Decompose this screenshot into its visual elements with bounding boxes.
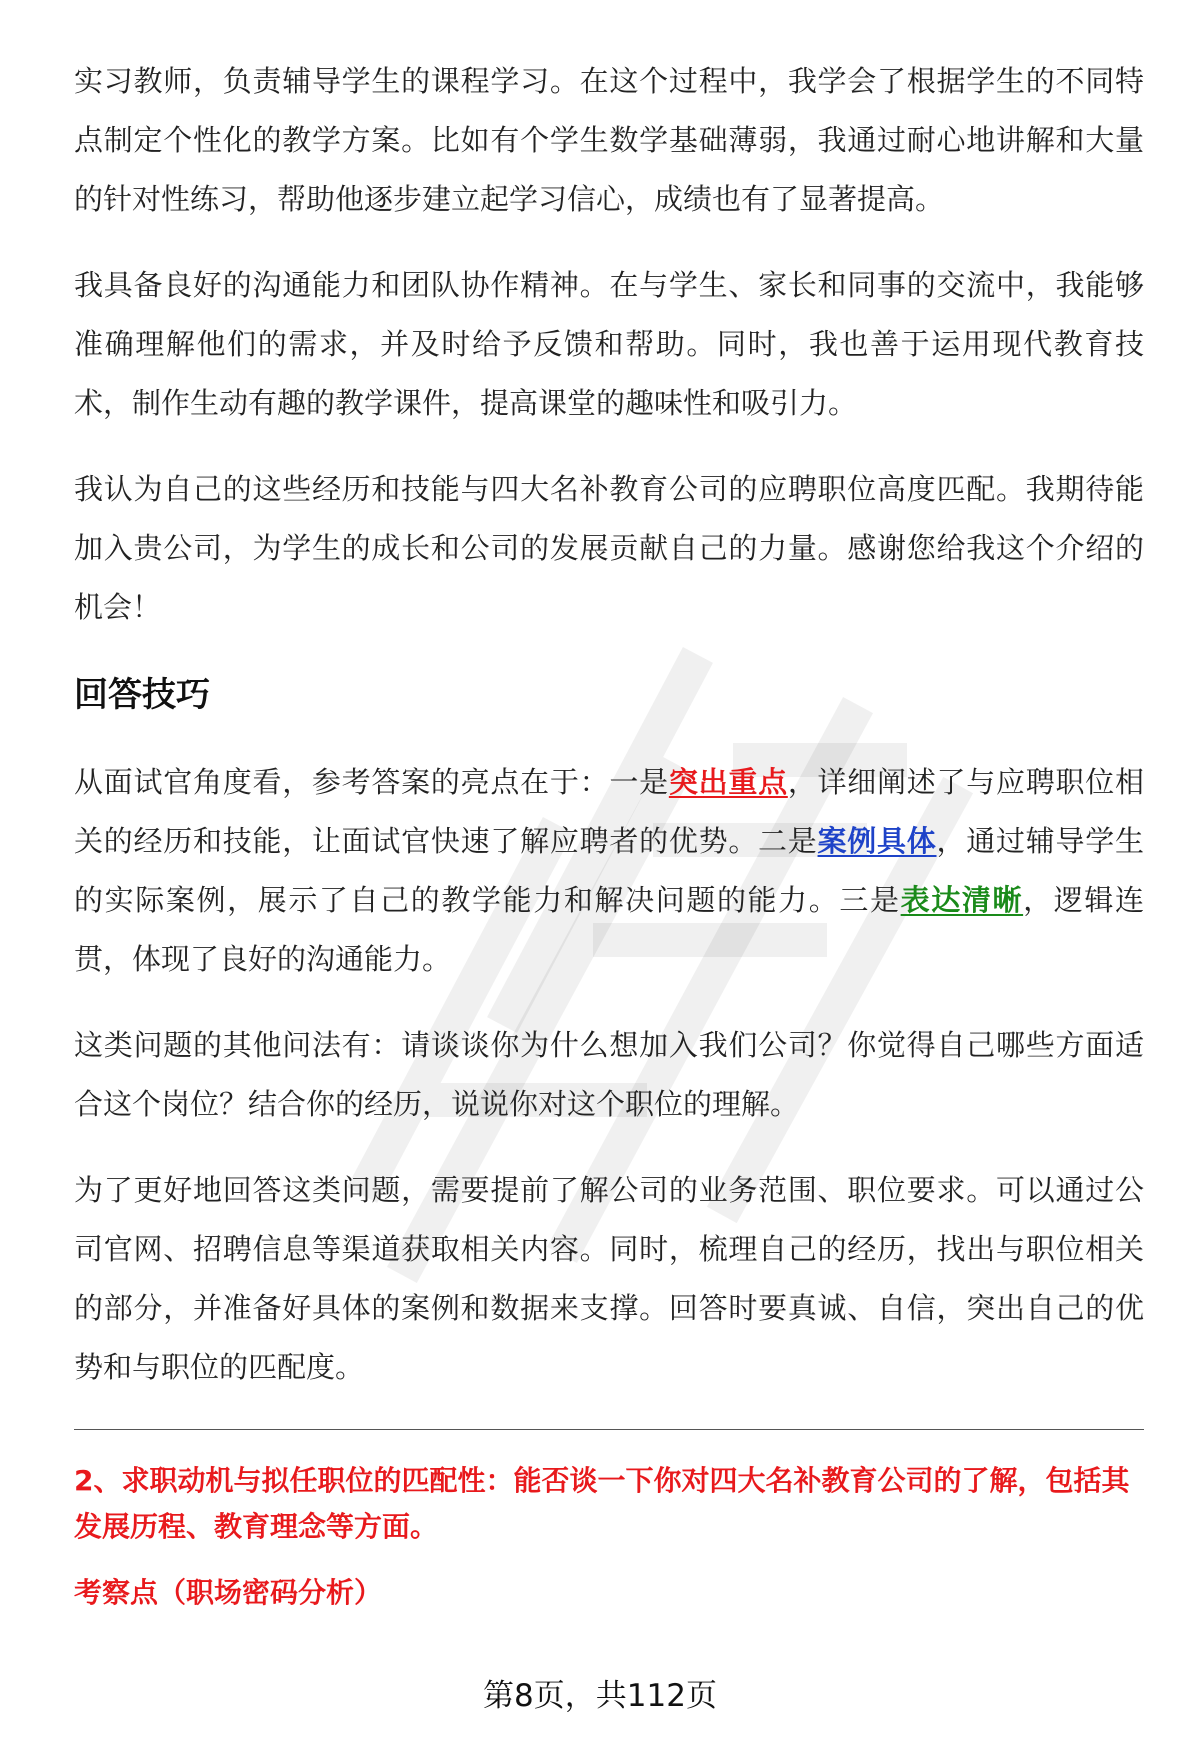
section-heading-tips: 回答技巧 xyxy=(74,675,210,715)
highlight-clear-expression: 表达清晰 xyxy=(900,883,1024,917)
section-divider xyxy=(74,1429,1144,1430)
text-run: ，详细阐述了与应聘职位相关的经历和技能，让面试官快速了解应聘者的优势。二是 xyxy=(74,765,1144,858)
page-number-footer: 第8页，共112页 xyxy=(483,1678,717,1714)
paragraph: 这类问题的其他问法有：请谈谈你为什么想加入我们公司？你觉得自己哪些方面适合这个岗位？结合你的经历，说说你对这个职位的理解。 xyxy=(74,1028,1144,1121)
paragraph: 我具备良好的沟通能力和团队协作精神。在与学生、家长和同事的交流中，我能够准确理解他们的需求，并及时给予反馈和帮助。同时，我也善于运用现代教育技术，制作生动有趣的教学课件，提高课堂的趣味性和吸引力。 xyxy=(74,268,1144,420)
text-run: 从面试官角度看，参考答案的亮点在于：一是 xyxy=(74,765,669,799)
assessment-point-heading: 考察点（职场密码分析） xyxy=(74,1576,383,1609)
question-title: 2、求职动机与拟任职位的匹配性：能否谈一下你对四大名补教育公司的了解，包括其发展历程、教育理念等方面。 xyxy=(74,1464,1130,1543)
text-run: ，逻辑连贯，体现了良好的沟通能力。 xyxy=(74,883,1144,976)
text-run: ，通过辅导学生的实际案例，展示了自己的教学能力和解决问题的能力。三是 xyxy=(74,824,1144,917)
paragraph: 实习教师，负责辅导学生的课程学习。在这个过程中，我学会了根据学生的不同特点制定个性化的教学方案。比如有个学生数学基础薄弱，我通过耐心地讲解和大量的针对性练习，帮助他逐步建立起学习信心，成绩也有了显著提高。 xyxy=(74,64,1144,216)
highlight-concrete-case: 案例具体 xyxy=(817,824,937,858)
highlight-key-point: 突出重点 xyxy=(668,765,788,799)
document-body xyxy=(74,52,1144,1616)
paragraph: 我认为自己的这些经历和技能与四大名补教育公司的应聘职位高度匹配。我期待能加入贵公司，为学生的成长和公司的发展贡献自己的力量。感谢您给我这个介绍的机会！ xyxy=(74,472,1144,624)
paragraph: 为了更好地回答这类问题，需要提前了解公司的业务范围、职位要求。可以通过公司官网、招聘信息等渠道获取相关内容。同时，梳理自己的经历，找出与职位相关的部分，并准备好具体的案例和数据来支撑。回答时要真诚、自信，突出自己的优势和与职位的匹配度。 xyxy=(74,1173,1144,1384)
tips-paragraph xyxy=(74,753,1144,989)
